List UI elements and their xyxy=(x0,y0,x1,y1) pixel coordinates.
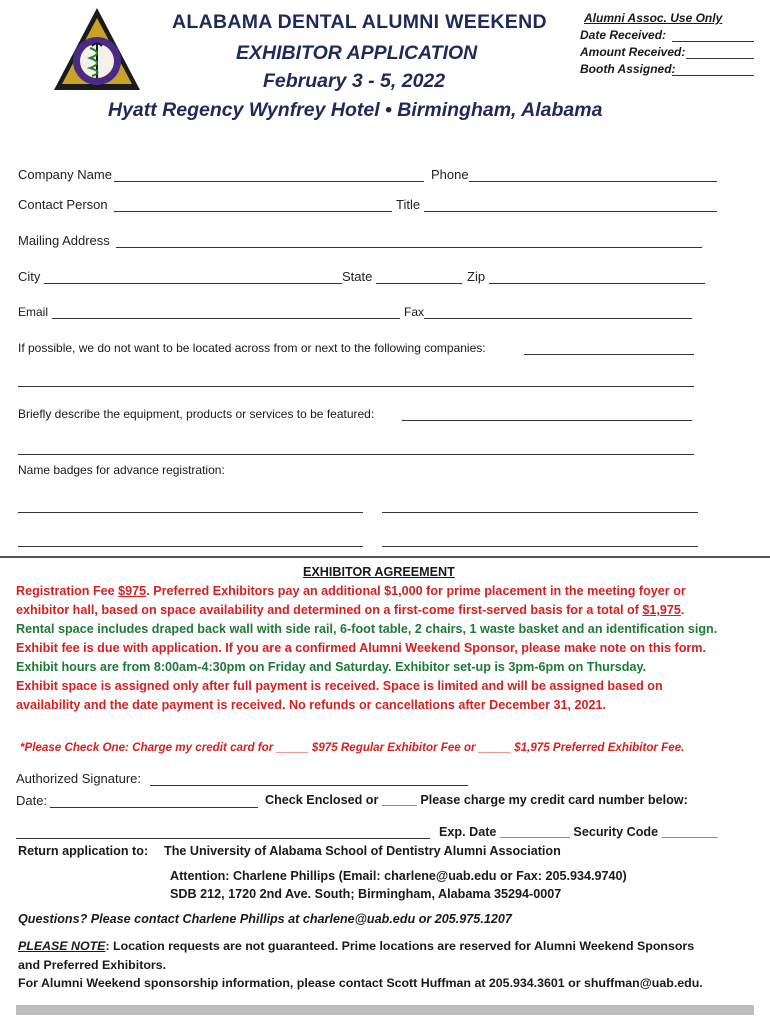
agreement-space-1: Exhibit space is assigned only after full payment is received. Space is limited and will be assigned based on xyxy=(16,679,663,693)
footer-bar xyxy=(16,1005,754,1015)
amount-received-line xyxy=(686,58,754,59)
event-dates: February 3 - 5, 2022 xyxy=(263,70,446,92)
describe-field[interactable] xyxy=(402,420,692,421)
signature-label: Authorized Signature: xyxy=(16,771,142,786)
please-note-text-1: : Location requests are not guaranteed. Prime locations are reserved for Alumni Weekend Sponsors xyxy=(105,939,695,953)
location-request-field-2[interactable] xyxy=(18,386,694,387)
return-attention: Attention: Charlene Phillips (Email: charlene@uab.edu or Fax: 205.934.9740) xyxy=(170,869,627,883)
date-field[interactable] xyxy=(50,807,258,808)
city-label: City xyxy=(18,269,41,284)
agreement-space-2: availability and the date payment is received. No refunds or cancellations after December 31, 2021. xyxy=(16,698,607,712)
city-field[interactable] xyxy=(44,283,342,284)
mailing-address-field[interactable] xyxy=(116,247,702,248)
state-label: State xyxy=(342,269,373,284)
exp-security-text: Exp. Date __________ Security Code ________ xyxy=(439,825,718,839)
phone-label: Phone xyxy=(431,167,469,182)
fee-prefix: Registration Fee xyxy=(16,584,119,598)
fee-text-1: . Preferred Exhibitors pay an additional $1,000 for prime placement in the meeting foyer or xyxy=(146,584,686,598)
fax-label: Fax xyxy=(404,305,425,319)
please-note-line-2: and Preferred Exhibitors. xyxy=(18,958,167,972)
badge-field-4[interactable] xyxy=(382,546,698,547)
agreement-rental: Rental space includes draped back wall with side rail, 6-foot table, 2 chairs, 1 waste basket and an identification sign. xyxy=(16,622,718,636)
contact-person-field[interactable] xyxy=(114,211,392,212)
agreement-due: Exhibit fee is due with application. If you are a confirmed Alumni Weekend Sponsor, please make note on this form. xyxy=(16,641,706,655)
describe-field-2[interactable] xyxy=(18,454,694,455)
return-address: SDB 212, 1720 2nd Ave. South; Birmingham, Alabama 35294-0007 xyxy=(170,887,562,901)
fee-end: . xyxy=(680,603,685,617)
title-label: Title xyxy=(396,197,421,212)
amount-received-label: Amount Received: xyxy=(580,45,686,59)
zip-field[interactable] xyxy=(489,283,705,284)
contact-person-label: Contact Person xyxy=(18,197,108,212)
phone-field[interactable] xyxy=(469,181,717,182)
event-venue: Hyatt Regency Wynfrey Hotel • Birmingham, Alabama xyxy=(108,99,603,121)
email-field[interactable] xyxy=(52,318,400,319)
agreement-heading: EXHIBITOR AGREEMENT xyxy=(303,565,455,579)
zip-label: Zip xyxy=(467,269,486,284)
badge-field-3[interactable] xyxy=(18,546,363,547)
agreement-fee-line-1 xyxy=(16,584,686,598)
check-enclosed-text: Check Enclosed or _____ Please charge my credit card number below: xyxy=(265,793,688,807)
please-note-label: PLEASE NOTE xyxy=(18,939,106,953)
email-label: Email xyxy=(18,305,49,319)
name-badges-label: Name badges for advance registration: xyxy=(18,463,225,477)
location-request-field[interactable] xyxy=(524,354,694,355)
please-note-line-1 xyxy=(18,939,694,953)
company-name-field[interactable] xyxy=(114,181,424,182)
event-title: ALABAMA DENTAL ALUMNI WEEKEND xyxy=(172,11,547,33)
fax-field[interactable] xyxy=(424,318,692,319)
check-one-instruction: *Please Check One: Charge my credit card for _____ $975 Regular Exhibitor Fee or _____ $1,975 Preferred Exhibitor Fee. xyxy=(20,741,685,754)
fee-text-2: exhibitor hall, based on space availability and determined on a first-come first-served basis for a total of xyxy=(16,603,643,617)
title-field[interactable] xyxy=(424,211,717,212)
dental-caduceus-triangle-logo xyxy=(52,6,142,94)
agreement-fee-line-2 xyxy=(16,603,684,617)
mailing-address-label: Mailing Address xyxy=(18,233,110,248)
agreement-hours: Exhibit hours are from 8:00am-4:30pm on Friday and Saturday. Exhibitor set-up is 3pm-6pm on Thursday. xyxy=(16,660,647,674)
booth-assigned-line xyxy=(672,75,754,76)
date-received-label: Date Received: xyxy=(580,28,667,42)
fee-total: $1,975 xyxy=(642,603,681,617)
office-use-heading: Alumni Assoc. Use Only xyxy=(584,11,723,25)
sponsorship-contact: For Alumni Weekend sponsorship information, please contact Scott Huffman at 205.934.3601 or shuffman@uab.edu. xyxy=(18,976,703,990)
badge-field-1[interactable] xyxy=(18,512,363,513)
describe-label: Briefly describe the equipment, products or services to be featured: xyxy=(18,407,375,421)
section-divider xyxy=(0,556,770,558)
signature-field[interactable] xyxy=(150,785,468,786)
form-subtitle: EXHIBITOR APPLICATION xyxy=(236,42,478,64)
location-request-label: If possible, we do not want to be located across from or next to the following companies: xyxy=(18,341,486,355)
date-received-line xyxy=(672,41,754,42)
badge-field-2[interactable] xyxy=(382,512,698,513)
fee-amount: $975 xyxy=(118,584,147,598)
state-field[interactable] xyxy=(376,283,462,284)
questions-contact: Questions? Please contact Charlene Phillips at charlene@uab.edu or 205.975.1207 xyxy=(18,912,512,926)
date-label: Date: xyxy=(16,793,48,808)
return-org: The University of Alabama School of Dentistry Alumni Association xyxy=(164,844,561,858)
booth-assigned-label: Booth Assigned: xyxy=(580,62,676,76)
card-number-field[interactable] xyxy=(16,838,430,839)
return-label: Return application to: xyxy=(18,844,149,858)
company-name-label: Company Name xyxy=(18,167,112,182)
